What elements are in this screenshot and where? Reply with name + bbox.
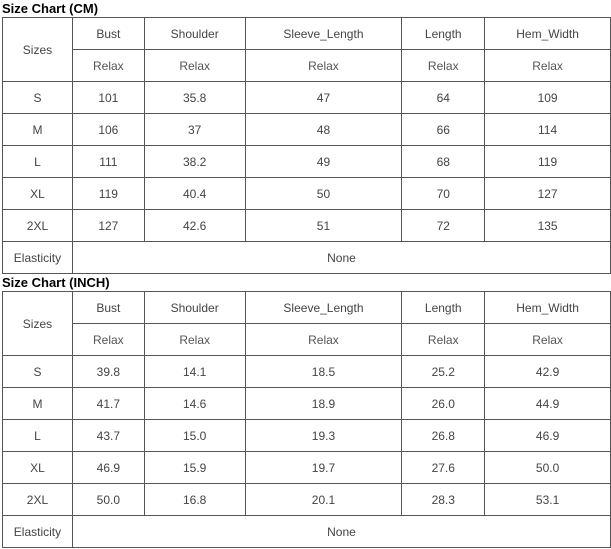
elasticity-label: Elasticity (3, 242, 73, 274)
length-value: 68 (402, 146, 485, 178)
subheader-row (3, 50, 611, 82)
fit-subheader: Relax (245, 324, 402, 356)
sleeve-length-value: 50 (245, 178, 402, 210)
table-row (3, 420, 611, 452)
length-value: 27.6 (402, 452, 485, 484)
sleeve-length-value: 18.9 (245, 388, 402, 420)
shoulder-value: 38.2 (144, 146, 245, 178)
bust-value: 43.7 (72, 420, 144, 452)
shoulder-value: 37 (144, 114, 245, 146)
fit-subheader: Relax (402, 50, 485, 82)
elasticity-value: None (72, 242, 610, 274)
elasticity-row (3, 516, 611, 548)
fit-subheader: Relax (144, 50, 245, 82)
table-row (3, 388, 611, 420)
bust-value: 39.8 (72, 356, 144, 388)
table-row (3, 484, 611, 516)
shoulder-value: 16.8 (144, 484, 245, 516)
hem-width-value: 50.0 (485, 452, 611, 484)
length-value: 26.8 (402, 420, 485, 452)
size-label: M (3, 388, 73, 420)
bust-value: 119 (72, 178, 144, 210)
size-chart-inch-table (2, 291, 611, 548)
size-label: XL (3, 178, 73, 210)
length-value: 70 (402, 178, 485, 210)
table-row (3, 356, 611, 388)
bust-value: 50.0 (72, 484, 144, 516)
size-label: S (3, 356, 73, 388)
sleeve-length-value: 18.5 (245, 356, 402, 388)
header-row (3, 18, 611, 50)
size-chart-inch-title: Size Chart (INCH) (2, 275, 110, 290)
bust-value: 111 (72, 146, 144, 178)
fit-subheader: Relax (402, 324, 485, 356)
fit-subheader: Relax (72, 50, 144, 82)
sleeve-length-value: 51 (245, 210, 402, 242)
column-header-sleeve-length: Sleeve_Length (245, 18, 402, 50)
fit-subheader: Relax (485, 324, 611, 356)
sizes-header: Sizes (3, 18, 73, 82)
hem-width-value: 135 (485, 210, 611, 242)
size-label: S (3, 82, 73, 114)
column-header-sleeve-length: Sleeve_Length (245, 292, 402, 324)
table-row (3, 452, 611, 484)
length-value: 66 (402, 114, 485, 146)
elasticity-label: Elasticity (3, 516, 73, 548)
size-label: L (3, 146, 73, 178)
table-row (3, 114, 611, 146)
length-value: 25.2 (402, 356, 485, 388)
hem-width-value: 53.1 (485, 484, 611, 516)
length-value: 64 (402, 82, 485, 114)
hem-width-value: 127 (485, 178, 611, 210)
bust-value: 41.7 (72, 388, 144, 420)
fit-subheader: Relax (485, 50, 611, 82)
hem-width-value: 114 (485, 114, 611, 146)
table-row (3, 146, 611, 178)
shoulder-value: 40.4 (144, 178, 245, 210)
sleeve-length-value: 48 (245, 114, 402, 146)
hem-width-value: 109 (485, 82, 611, 114)
size-chart-cm-title: Size Chart (CM) (2, 1, 99, 16)
column-header-bust: Bust (72, 292, 144, 324)
sleeve-length-value: 19.7 (245, 452, 402, 484)
shoulder-value: 14.6 (144, 388, 245, 420)
length-value: 28.3 (402, 484, 485, 516)
size-chart-cm-table (2, 17, 611, 274)
shoulder-value: 14.1 (144, 356, 245, 388)
elasticity-value: None (72, 516, 610, 548)
column-header-shoulder: Shoulder (144, 18, 245, 50)
sizes-header: Sizes (3, 292, 73, 356)
shoulder-value: 15.9 (144, 452, 245, 484)
hem-width-value: 44.9 (485, 388, 611, 420)
shoulder-value: 42.6 (144, 210, 245, 242)
bust-value: 46.9 (72, 452, 144, 484)
shoulder-value: 35.8 (144, 82, 245, 114)
column-header-bust: Bust (72, 18, 144, 50)
sleeve-length-value: 19.3 (245, 420, 402, 452)
bust-value: 101 (72, 82, 144, 114)
fit-subheader: Relax (144, 324, 245, 356)
column-header-hem-width: Hem_Width (485, 18, 611, 50)
bust-value: 127 (72, 210, 144, 242)
elasticity-row (3, 242, 611, 274)
table-row (3, 210, 611, 242)
column-header-length: Length (402, 292, 485, 324)
size-label: 2XL (3, 210, 73, 242)
size-label: L (3, 420, 73, 452)
column-header-hem-width: Hem_Width (485, 292, 611, 324)
fit-subheader: Relax (245, 50, 402, 82)
size-label: 2XL (3, 484, 73, 516)
table-row (3, 178, 611, 210)
column-header-shoulder: Shoulder (144, 292, 245, 324)
sleeve-length-value: 49 (245, 146, 402, 178)
hem-width-value: 42.9 (485, 356, 611, 388)
table-row (3, 82, 611, 114)
size-label: XL (3, 452, 73, 484)
header-row (3, 292, 611, 324)
hem-width-value: 46.9 (485, 420, 611, 452)
sleeve-length-value: 20.1 (245, 484, 402, 516)
fit-subheader: Relax (72, 324, 144, 356)
hem-width-value: 119 (485, 146, 611, 178)
shoulder-value: 15.0 (144, 420, 245, 452)
column-header-length: Length (402, 18, 485, 50)
subheader-row (3, 324, 611, 356)
length-value: 26.0 (402, 388, 485, 420)
bust-value: 106 (72, 114, 144, 146)
length-value: 72 (402, 210, 485, 242)
size-label: M (3, 114, 73, 146)
sleeve-length-value: 47 (245, 82, 402, 114)
